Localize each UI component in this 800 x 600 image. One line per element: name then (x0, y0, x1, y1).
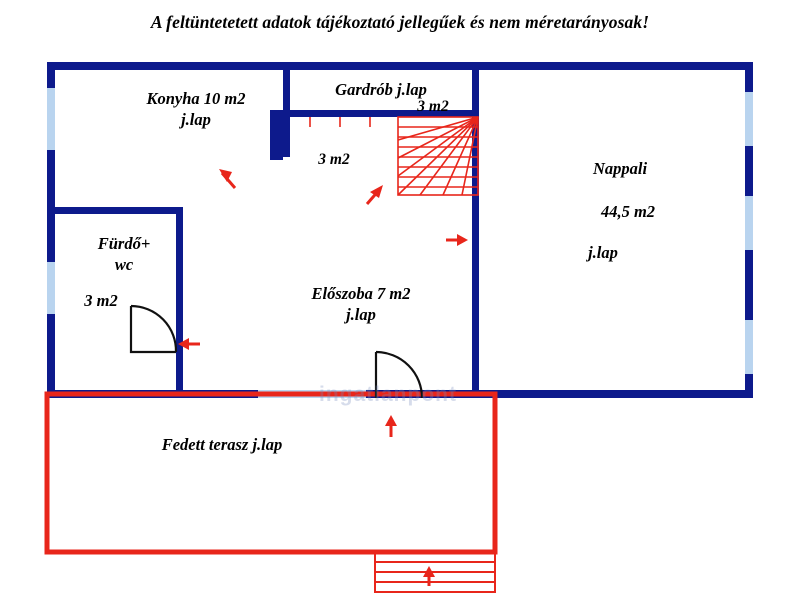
arrow-living (446, 234, 468, 246)
room-label-nappali (593, 158, 647, 179)
arrow-hall-entry (385, 415, 397, 437)
room-label-nappali-lap (588, 242, 618, 263)
terrace-steps (375, 552, 495, 592)
direction-arrows (178, 169, 468, 586)
room-sub-konyha: j.lap (181, 110, 211, 130)
room-label-furdo (98, 233, 151, 275)
room-area-nappali: 44,5 m2 (600, 202, 656, 221)
room-sub-nappali: j.lap (588, 243, 618, 262)
room-name-konyha: Konyha 10 m2 (146, 89, 246, 108)
room-sub-eloszoba: j.lap (346, 305, 376, 325)
room-area-kamra: 3 m2 (318, 151, 350, 168)
disclaimer-note: A feltüntetetett adatok tájékoztató jellegűek és nem méretarányosak! (150, 12, 650, 32)
room-name-furdo: Fürdő+ (97, 234, 151, 253)
covered-terrace-outline (47, 394, 495, 552)
room-label-kamra-area (318, 150, 349, 170)
room-label-konyha (146, 88, 245, 130)
room-sub-furdo: wc (114, 255, 134, 275)
room-name-eloszoba: Előszoba 7 m2 (311, 284, 411, 303)
room-name-nappali: Nappali (592, 159, 648, 178)
room-name-gardrob: Gardrób j.lap (335, 80, 427, 99)
arrow-kitchen (219, 169, 235, 188)
room-label-furdo-area (84, 290, 117, 311)
room-label-eloszoba (311, 283, 410, 325)
room-label-gardrob (335, 79, 427, 100)
watermark-text: ingatlanpont (319, 383, 457, 406)
room-area-gardrob: 3 m2 (417, 98, 449, 115)
room-area-furdo: 3 m2 (84, 291, 118, 310)
room-label-nappali-area (601, 201, 655, 222)
arrow-stairs (367, 185, 383, 204)
room-label-gardrob-area (417, 97, 448, 117)
room-name-terasz: Fedett terasz j.lap (161, 435, 283, 454)
interior-walls (47, 62, 479, 398)
room-label-terasz (162, 434, 283, 455)
